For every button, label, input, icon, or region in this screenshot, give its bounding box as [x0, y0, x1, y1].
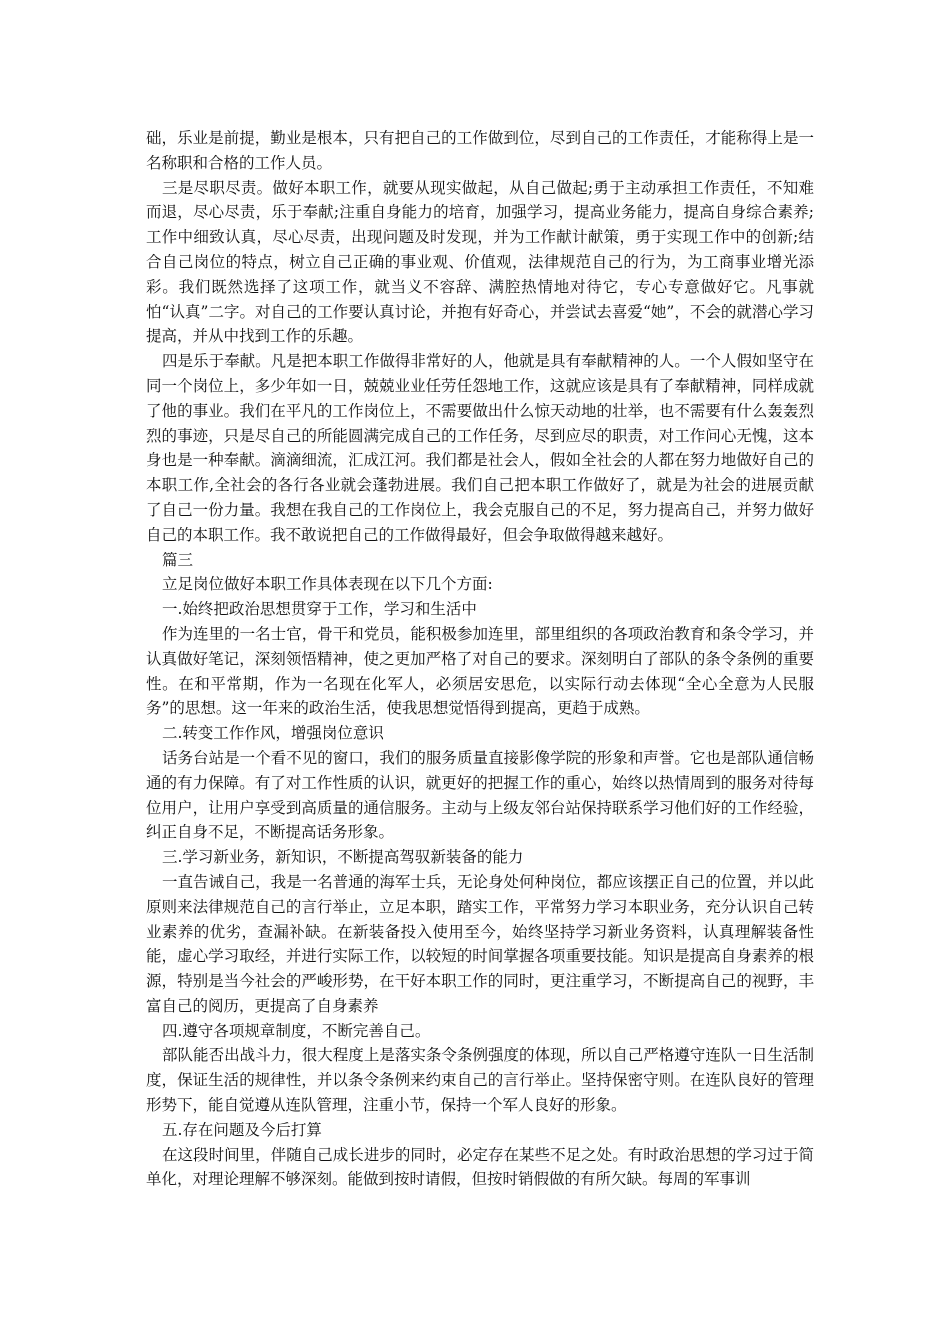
heading-item-two: 二.转变工作作风，增强岗位意识: [162, 724, 384, 743]
document-page: [146, 126, 814, 1192]
intro-line: 立足岗位做好本职工作具体表现在以下几个方面:: [162, 575, 493, 594]
heading-item-one: 一.始终把政治思想贯穿于工作，学习和生活中: [162, 600, 477, 619]
section-heading-part-three: 篇三: [162, 550, 194, 569]
paragraph-item-one: 作为连里的一名士官，骨干和党员，能积极参加连里，部里组织的各项政治教育和条令学习，并认真做好笔记，深刻领悟精神，使之更加严格了对自己的要求。深刻明白了部队的条令条例的重要性。在和平常期，作为一名现在化军人，必须居安思危，以实际行动去体现“全心全意为人民服务”的思想。这一年来的政治生活，使我思想觉悟得到提高，更趋于成熟。: [146, 624, 814, 718]
paragraph-item-five: 在这段时间里，伴随自己成长进步的同时，必定存在某些不足之处。有时政治思想的学习过于简单化，对理论理解不够深刻。能做到按时请假，但按时销假做的有所欠缺。每周的军事训: [146, 1145, 814, 1189]
heading-item-five: 五.存在问题及今后打算: [162, 1120, 322, 1139]
paragraph-point-three: 三是尽职尽责。做好本职工作，就要从现实做起，从自己做起;勇于主动承担工作责任，不知难而退，尽心尽责，乐于奉献;注重自身能力的培育，加强学习，提高业务能力，提高自身综合素养;工作中细致认真，尽心尽责，出现问题及时发现，并为工作献计献策，勇于实现工作中的创新;结合自己岗位的特点，树立自己正确的事业观、价值观，法律规范自己的行为，为工商事业增光添彩。我们既然选择了这项工作，就当义不容辞、满腔热情地对待它，专心专意做好它。凡事就怕“认真”二字。对自己的工作要认真讨论，并抱有好奇心，并尝试去喜爱“她”，不会的就潜心学习提高，并从中找到工作的乐趣。: [146, 178, 814, 346]
heading-item-three: 三.学习新业务，新知识，不断提高驾驭新装备的能力: [162, 848, 524, 867]
paragraph-point-four: 四是乐于奉献。凡是把本职工作做得非常好的人，他就是具有奉献精神的人。一个人假如坚守在同一个岗位上，多少年如一日，兢兢业业任劳任怨地工作，这就应该是具有了奉献精神，同样成就了他的事业。我们在平凡的工作岗位上，不需要做出什么惊天动地的壮举，也不需要有什么轰轰烈烈的事迹，只是尽自己的所能圆满完成自己的工作任务，尽到应尽的职责，对工作问心无愧，这本身也是一种奉献。滴滴细流，汇成江河。我们都是社会人，假如全社会的人都在努力地做好自己的本职工作,全社会的各行各业就会蓬勃进展。我们自己把本职工作做好了，就是为社会的进展贡献了自己一份力量。我想在我自己的工作岗位上，我会克服自己的不足，努力提高自己，并努力做好自己的本职工作。我不敢说把自己的工作做得最好，但会争取做得越来越好。: [146, 352, 814, 544]
paragraph-item-two: 话务台站是一个看不见的窗口，我们的服务质量直接影像学院的形象和声誉。它也是部队通信畅通的有力保障。有了对工作性质的认识，就更好的把握工作的重心，始终以热情周到的服务对待每位用户，让用户享受到高质量的通信服务。主动与上级友邻台站保持联系学习他们好的工作经验，纠正自身不足，不断提高话务形象。: [146, 748, 814, 842]
paragraph-continuation: 础，乐业是前提，勤业是根本，只有把自己的工作做到位，尽到自己的工作责任，才能称得上是一名称职和合格的工作人员。: [146, 129, 814, 172]
heading-item-four: 四.遵守各项规章制度，不断完善自己。: [162, 1021, 431, 1040]
paragraph-item-three: 一直告诫自己，我是一名普通的海军士兵，无论身处何种岗位，都应该摆正自己的位置，并以此原则来法律规范自己的言行举止，立足本职，踏实工作，平常努力学习本职业务，充分认识自己转业素养的优劣，查漏补缺。在新装备投入使用至今，始终坚持学习新业务资料，认真理解装备性能，虚心学习取经，并进行实际工作，以较短的时间掌握各项重要技能。知识是提高自身素养的根源，特别是当今社会的严峻形势，在干好本职工作的同时，更注重学习，不断提高自己的视野，丰富自己的阅历，更提高了自身素养: [146, 872, 814, 1015]
paragraph-item-four: 部队能否出战斗力，很大程度上是落实条令条例强度的体现，所以自己严格遵守连队一日生活制度，保证生活的规律性，并以条令条例来约束自己的言行举止。坚持保密守则。在连队良好的管理形势下，能自觉遵从连队管理，注重小节，保持一个军人良好的形象。: [146, 1046, 814, 1115]
